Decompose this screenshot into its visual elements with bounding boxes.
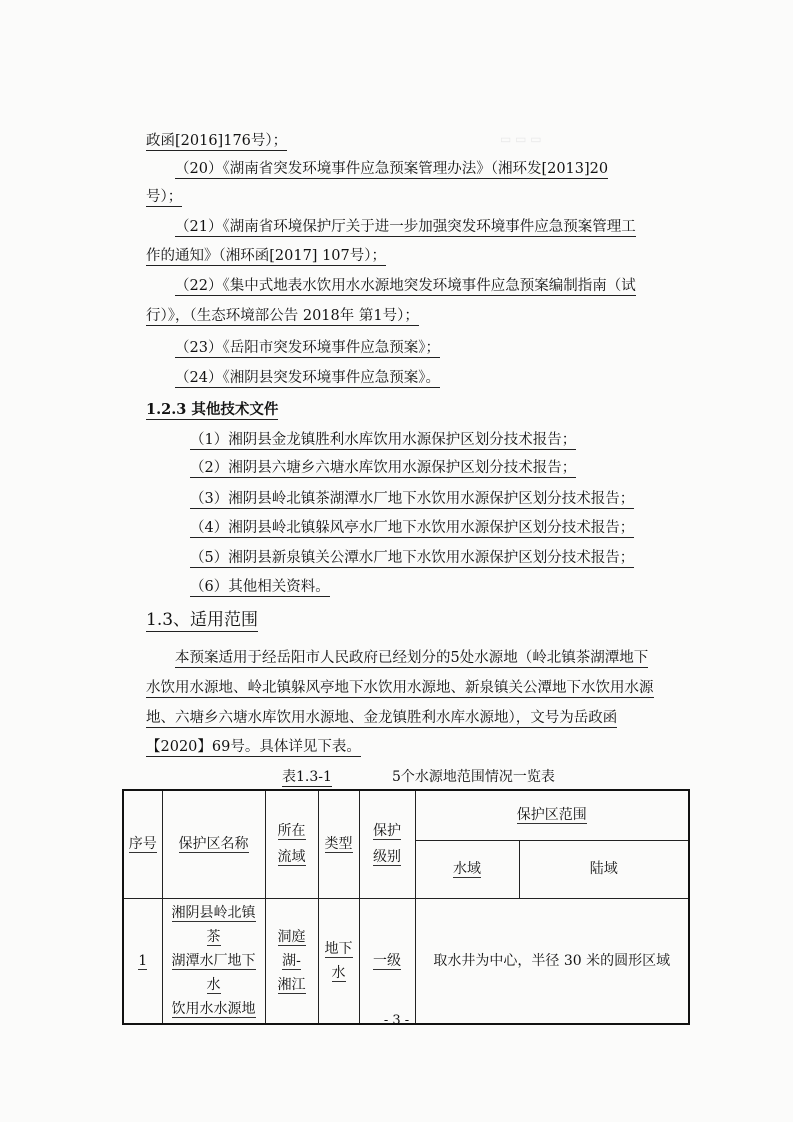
ref-line-22-cont: 行）》，（生态环境部公告 2018年 第1号）； [146, 308, 419, 324]
header-level: 保护 级别 [359, 790, 415, 898]
row1-area-name: 湘阴县岭北镇茶 湖潭水厂地下水 饮用水水源地 [162, 898, 265, 1024]
table-caption-title: 5个水源地范围情况一览表 [392, 769, 555, 785]
scope-paragraph-line-3: 地、六塘乡六塘水库饮用水源地、金龙镇胜利水库水源地），文号为岳政函 [146, 710, 618, 726]
bleed-through-text: ▭ ▭ ▭ [500, 132, 542, 146]
tech-doc-4: （4）湘阴县岭北镇躲风亭水厂地下水饮用水源保护区划分技术报告； [190, 520, 635, 536]
tech-doc-5: （5）湘阴县新泉镇关公潭水厂地下水饮用水源保护区划分技术报告； [190, 550, 635, 566]
tech-doc-6: （6）其他相关资料。 [190, 579, 330, 595]
header-serial: 序号 [123, 790, 162, 898]
row1-type: 地下 水 [318, 898, 359, 1024]
scope-paragraph-line-2: 水饮用水源地、岭北镇躲风亭地下水饮用水源地、新泉镇关公潭地下水饮用水源 [146, 680, 654, 696]
ref-line-23: （23）《岳阳市突发环境事件应急预案》； [175, 340, 440, 356]
header-area-name: 保护区名称 [162, 790, 265, 898]
row1-range: 取水井为中心，半径 30 米的圆形区域 [415, 898, 689, 1024]
header-basin: 所在 流域 [265, 790, 318, 898]
page-number: - 3 - [383, 1013, 410, 1028]
ref-line-20: （20）《湖南省突发环境事件应急预案管理办法》（湘环发[2013]20 [175, 161, 609, 177]
scope-paragraph-line-4: 【2020】69号。具体详见下表。 [146, 739, 361, 755]
scope-paragraph-line-1: 本预案适用于经岳阳市人民政府已经划分的5处水源地（岭北镇茶湖潭地下 [175, 650, 649, 666]
ref-line-21-cont: 作的通知》（湘环函[2017] 107号）； [146, 248, 386, 264]
row1-serial: 1 [123, 898, 162, 1024]
section-title: 1.3、适用范围 [146, 610, 259, 630]
row1-basin: 洞庭湖- 湘江 [265, 898, 318, 1024]
tech-doc-2: （2）湘阴县六塘乡六塘水库饮用水源保护区划分技术报告； [190, 460, 577, 476]
ref-line-0: 政函[2016]176号）； [146, 133, 288, 149]
row1-level: 一级 [359, 898, 415, 1024]
subsection-heading: 1.2.3 其他技术文件 [146, 401, 279, 418]
table-caption-number: 表1.3-1 [282, 769, 332, 785]
ref-line-24: （24）《湘阴县突发环境事件应急预案》。 [175, 370, 440, 386]
tech-doc-3: （3）湘阴县岭北镇茶湖潭水厂地下水饮用水源保护区划分技术报告； [190, 491, 635, 507]
tech-doc-1: （1）湘阴县金龙镇胜利水库饮用水源保护区划分技术报告； [190, 432, 577, 448]
ref-line-20-cont: 号）； [146, 189, 183, 205]
header-land-area: 陆域 [519, 840, 689, 898]
water-source-table [122, 789, 690, 1025]
ref-line-21: （21）《湖南省环境保护厅关于进一步加强突发环境事件应急预案管理工 [175, 219, 636, 235]
header-protection-range: 保护区范围 [415, 790, 689, 840]
header-type: 类型 [318, 790, 359, 898]
ref-line-22: （22）《集中式地表水饮用水水源地突发环境事件应急预案编制指南（试 [175, 278, 636, 294]
header-water-area: 水域 [415, 840, 519, 898]
